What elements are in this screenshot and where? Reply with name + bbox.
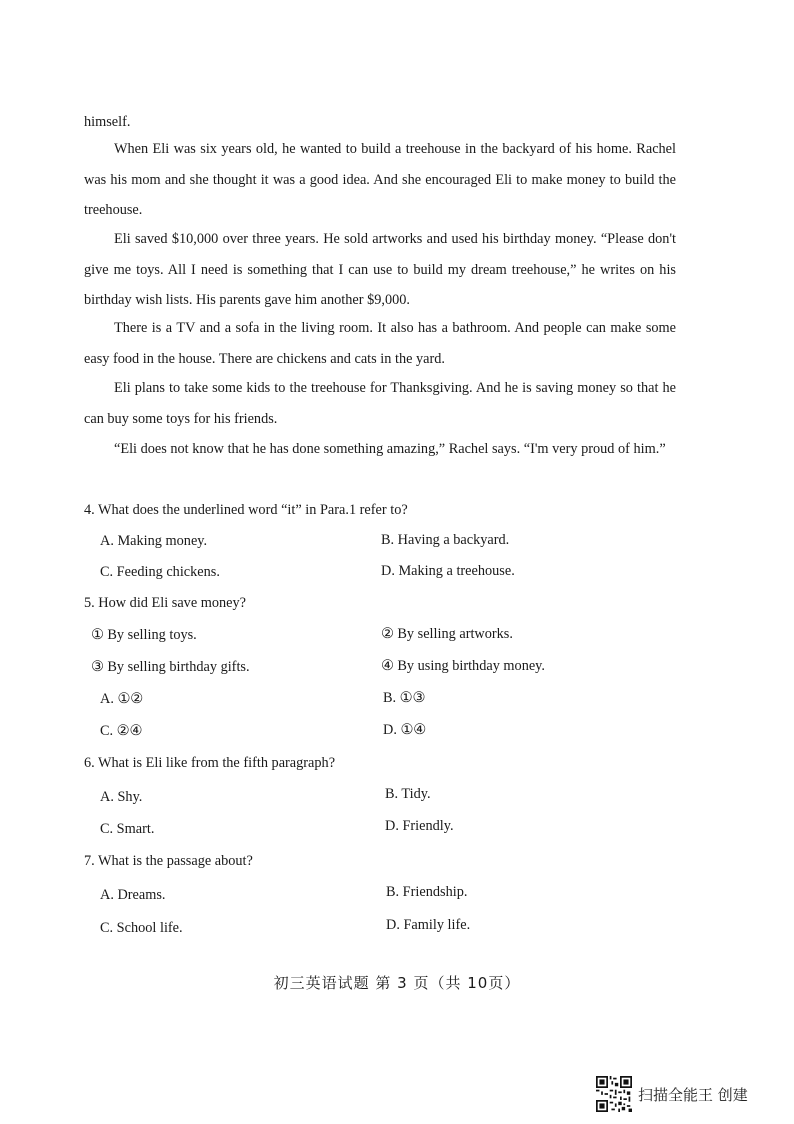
page-footer: 初三英语试题 第 3 页（共 10页） [273, 974, 521, 992]
question-4-option-b: B. Having a backyard. [381, 532, 510, 548]
passage-paragraph-5: “Eli does not know that he has done something amazing,” Rachel says. “I'm very proud of him.” [114, 441, 666, 457]
question-5-statement-2: ② By selling artworks. [381, 626, 513, 642]
question-6-option-d: D. Friendly. [385, 818, 454, 834]
question-7-stem: 7. What is the passage about? [84, 853, 253, 869]
passage-paragraph-1: When Eli was six years old, he wanted to build a treehouse in the backyard of his home. Rachel was his mom and she thought it was a good idea. And she encouraged Eli to make money to build the treehouse. [84, 141, 676, 218]
passage-paragraph-4: Eli plans to take some kids to the treehouse for Thanksgiving. And he is saving money so that he can buy some toys for his friends. [84, 380, 676, 427]
question-7-option-b: B. Friendship. [386, 884, 468, 900]
passage-paragraph-3: There is a TV and a sofa in the living room. It also has a bathroom. And people can make some easy food in the house. There are chickens and cats in the yard. [84, 320, 676, 367]
question-7-option-a: A. Dreams. [100, 887, 166, 903]
question-5-statement-1: ① By selling toys. [91, 627, 197, 643]
question-5-stem: 5. How did Eli save money? [84, 595, 246, 611]
question-4-option-d: D. Making a treehouse. [381, 563, 515, 579]
question-7-option-c: C. School life. [100, 920, 183, 936]
question-6-option-c: C. Smart. [100, 821, 155, 837]
question-5-statement-3: ③ By selling birthday gifts. [91, 659, 250, 675]
question-4-option-a: A. Making money. [100, 533, 208, 549]
question-5-option-c: C. ②④ [100, 723, 143, 739]
passage-paragraph-0: himself. [84, 114, 131, 130]
question-7-option-d: D. Family life. [386, 917, 471, 933]
question-6-stem: 6. What is Eli like from the fifth paragraph? [84, 755, 336, 771]
passage-paragraph-2: Eli saved $10,000 over three years. He sold artworks and used his birthday money. “Please don't give me toys. All I need is something that I can use to build my dream treehouse,” he writes on his birthday wish lists. His parents gave him another $9,000. [84, 231, 676, 308]
question-6-option-a: A. Shy. [100, 789, 143, 805]
scanner-badge [596, 1076, 748, 1112]
scanner-badge-text: 扫描全能王 创建 [638, 1085, 748, 1104]
question-6-option-b: B. Tidy. [385, 786, 431, 802]
question-5-option-a: A. ①② [100, 691, 144, 707]
question-5-statement-4: ④ By using birthday money. [381, 658, 545, 674]
question-5-option-b: B. ①③ [383, 690, 426, 706]
question-4-option-c: C. Feeding chickens. [100, 564, 220, 580]
question-5-option-d: D. ①④ [383, 722, 427, 738]
qr-code-icon [596, 1076, 632, 1112]
question-4-stem: 4. What does the underlined word “it” in Para.1 refer to? [84, 502, 408, 518]
